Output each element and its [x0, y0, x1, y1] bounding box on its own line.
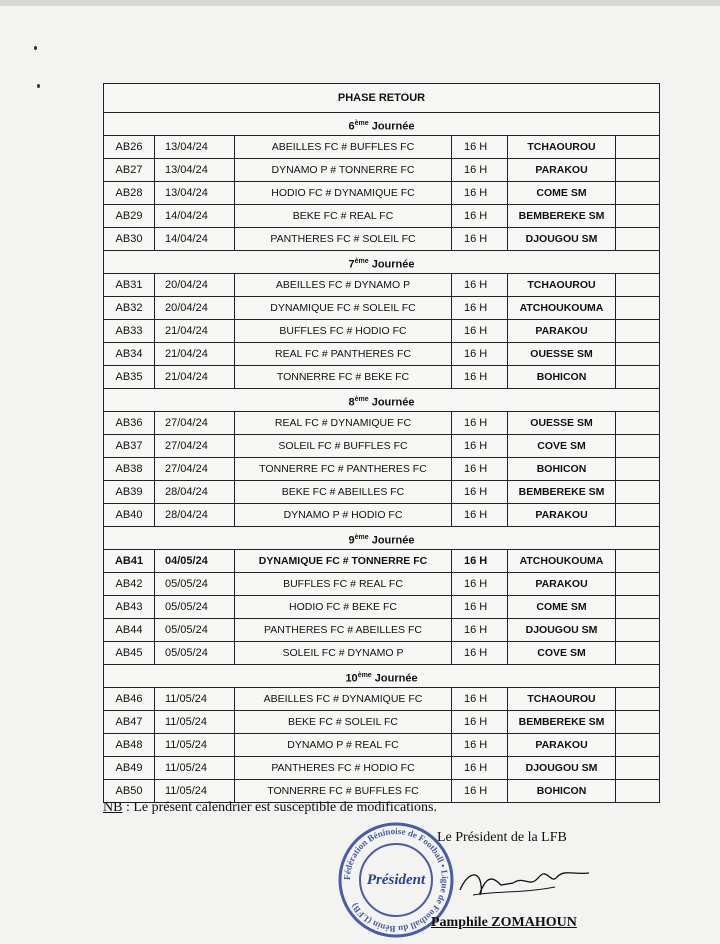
- match-hour: 16 H: [452, 573, 508, 595]
- match-teams: PANTHERES FC # ABEILLES FC: [235, 619, 452, 641]
- match-venue: OUESSE SM: [508, 343, 616, 365]
- blank-cell: [616, 320, 659, 342]
- journee-suffix: ème: [354, 534, 369, 541]
- match-venue: PARAKOU: [508, 159, 616, 181]
- match-venue: BEMBEREKE SM: [508, 481, 616, 503]
- match-date: 04/05/24: [155, 550, 235, 572]
- match-venue: TCHAOUROU: [508, 136, 616, 158]
- match-row: [104, 642, 659, 665]
- match-teams: PANTHERES FC # HODIO FC: [235, 757, 452, 779]
- match-row: [104, 205, 659, 228]
- match-code: AB43: [104, 596, 155, 618]
- match-hour: 16 H: [452, 205, 508, 227]
- match-teams: TONNERRE FC # PANTHERES FC: [235, 458, 452, 480]
- blank-cell: [616, 734, 659, 756]
- match-hour: 16 H: [452, 343, 508, 365]
- footnote: [103, 800, 437, 816]
- match-row: [104, 320, 659, 343]
- match-date: 05/05/24: [155, 573, 235, 595]
- blank-cell: [616, 711, 659, 733]
- match-date: 21/04/24: [155, 366, 235, 388]
- blank-cell: [616, 182, 659, 204]
- match-hour: 16 H: [452, 596, 508, 618]
- match-date: 14/04/24: [155, 205, 235, 227]
- match-venue: BEMBEREKE SM: [508, 205, 616, 227]
- blank-cell: [616, 757, 659, 779]
- match-venue: TCHAOUROU: [508, 274, 616, 296]
- match-date: 13/04/24: [155, 182, 235, 204]
- match-row: [104, 573, 659, 596]
- footnote-label: NB: [103, 800, 123, 815]
- blank-cell: [616, 481, 659, 503]
- blank-cell: [616, 228, 659, 250]
- match-code: AB44: [104, 619, 155, 641]
- journee-suffix: ème: [354, 258, 369, 265]
- match-date: 21/04/24: [155, 343, 235, 365]
- match-hour: 16 H: [452, 504, 508, 526]
- match-date: 11/05/24: [155, 711, 235, 733]
- blank-cell: [616, 297, 659, 319]
- match-venue: PARAKOU: [508, 734, 616, 756]
- blank-cell: [616, 619, 659, 641]
- match-date: 05/05/24: [155, 596, 235, 618]
- match-venue: BOHICON: [508, 780, 616, 802]
- journee-header: [104, 527, 659, 550]
- match-row: [104, 159, 659, 182]
- match-date: 28/04/24: [155, 481, 235, 503]
- match-teams: ABEILLES FC # DYNAMO P: [235, 274, 452, 296]
- match-row: [104, 343, 659, 366]
- match-code: AB34: [104, 343, 155, 365]
- journee-header: [104, 251, 659, 274]
- match-code: AB49: [104, 757, 155, 779]
- blank-cell: [616, 573, 659, 595]
- journee-number: 9: [348, 534, 355, 547]
- match-hour: 16 H: [452, 159, 508, 181]
- match-venue: BOHICON: [508, 458, 616, 480]
- journee-label: Journée: [374, 672, 418, 685]
- match-row: [104, 182, 659, 205]
- match-teams: SOLEIL FC # DYNAMO P: [235, 642, 452, 664]
- match-row: [104, 550, 659, 573]
- match-row: [104, 711, 659, 734]
- blank-cell: [616, 780, 659, 802]
- paper-speck: [34, 46, 37, 50]
- footnote-text: : Le présent calendrier est susceptible de modifications.: [122, 800, 437, 815]
- blank-cell: [616, 274, 659, 296]
- match-row: [104, 780, 659, 802]
- match-teams: SOLEIL FC # BUFFLES FC: [235, 435, 452, 457]
- match-date: 21/04/24: [155, 320, 235, 342]
- match-teams: DYNAMIQUE FC # TONNERRE FC: [235, 550, 452, 572]
- match-row: [104, 734, 659, 757]
- match-row: [104, 136, 659, 159]
- match-code: AB31: [104, 274, 155, 296]
- match-date: 11/05/24: [155, 688, 235, 710]
- blank-cell: [616, 642, 659, 664]
- match-venue: BOHICON: [508, 366, 616, 388]
- blank-cell: [616, 366, 659, 388]
- match-row: [104, 435, 659, 458]
- blank-cell: [616, 596, 659, 618]
- match-teams: DYNAMO P # REAL FC: [235, 734, 452, 756]
- blank-cell: [616, 412, 659, 434]
- match-row: [104, 412, 659, 435]
- match-date: 27/04/24: [155, 435, 235, 457]
- stamp-ring-text: Fédération Béninoise de Football • Ligue de Football du Bénin (LFB): [341, 825, 451, 935]
- match-teams: DYNAMO P # HODIO FC: [235, 504, 452, 526]
- match-date: 14/04/24: [155, 228, 235, 250]
- match-hour: 16 H: [452, 366, 508, 388]
- journee-label: Journée: [371, 258, 415, 271]
- match-code: AB45: [104, 642, 155, 664]
- match-teams: REAL FC # PANTHERES FC: [235, 343, 452, 365]
- journee-number: 8: [348, 396, 355, 409]
- journee-label: Journée: [371, 534, 415, 547]
- match-hour: 16 H: [452, 228, 508, 250]
- match-venue: DJOUGOU SM: [508, 619, 616, 641]
- match-code: AB48: [104, 734, 155, 756]
- match-date: 27/04/24: [155, 458, 235, 480]
- fixtures-table: [103, 83, 660, 803]
- journee-suffix: ème: [357, 672, 372, 679]
- blank-cell: [616, 688, 659, 710]
- match-teams: PANTHERES FC # SOLEIL FC: [235, 228, 452, 250]
- match-venue: OUESSE SM: [508, 412, 616, 434]
- match-code: AB30: [104, 228, 155, 250]
- match-hour: 16 H: [452, 297, 508, 319]
- match-row: [104, 366, 659, 389]
- match-code: AB46: [104, 688, 155, 710]
- blank-cell: [616, 136, 659, 158]
- match-venue: COVE SM: [508, 435, 616, 457]
- match-venue: COVE SM: [508, 642, 616, 664]
- match-date: 05/05/24: [155, 642, 235, 664]
- match-hour: 16 H: [452, 182, 508, 204]
- match-row: [104, 619, 659, 642]
- match-code: AB42: [104, 573, 155, 595]
- match-hour: 16 H: [452, 435, 508, 457]
- journee-header: [104, 665, 659, 688]
- match-code: AB39: [104, 481, 155, 503]
- match-venue: ATCHOUKOUMA: [508, 550, 616, 572]
- match-date: 20/04/24: [155, 297, 235, 319]
- match-venue: BEMBEREKE SM: [508, 711, 616, 733]
- match-row: [104, 297, 659, 320]
- match-venue: PARAKOU: [508, 504, 616, 526]
- signatory-title: Le Président de la LFB: [437, 830, 567, 845]
- match-venue: PARAKOU: [508, 573, 616, 595]
- match-row: [104, 458, 659, 481]
- match-teams: HODIO FC # BEKE FC: [235, 596, 452, 618]
- handwritten-signature: [455, 855, 595, 905]
- blank-cell: [616, 504, 659, 526]
- match-code: AB26: [104, 136, 155, 158]
- match-teams: BUFFLES FC # HODIO FC: [235, 320, 452, 342]
- journee-header: [104, 389, 659, 412]
- match-teams: TONNERRE FC # BUFFLES FC: [235, 780, 452, 802]
- match-hour: 16 H: [452, 274, 508, 296]
- match-hour: 16 H: [452, 642, 508, 664]
- match-hour: 16 H: [452, 688, 508, 710]
- journee-number: 10: [345, 672, 358, 685]
- match-code: AB32: [104, 297, 155, 319]
- match-hour: 16 H: [452, 412, 508, 434]
- match-date: 11/05/24: [155, 780, 235, 802]
- signatory-name: Pamphile ZOMAHOUN: [431, 915, 577, 930]
- journees-container: [104, 113, 659, 802]
- match-teams: ABEILLES FC # BUFFLES FC: [235, 136, 452, 158]
- stamp-center-text: Président: [366, 872, 426, 888]
- match-code: AB35: [104, 366, 155, 388]
- match-code: AB28: [104, 182, 155, 204]
- match-venue: ATCHOUKOUMA: [508, 297, 616, 319]
- match-teams: BEKE FC # REAL FC: [235, 205, 452, 227]
- journee-label: Journée: [371, 396, 415, 409]
- match-hour: 16 H: [452, 619, 508, 641]
- match-teams: BEKE FC # ABEILLES FC: [235, 481, 452, 503]
- journee-number: 7: [348, 258, 355, 271]
- match-venue: COME SM: [508, 182, 616, 204]
- blank-cell: [616, 435, 659, 457]
- match-code: AB38: [104, 458, 155, 480]
- match-date: 28/04/24: [155, 504, 235, 526]
- blank-cell: [616, 343, 659, 365]
- blank-cell: [616, 205, 659, 227]
- match-venue: TCHAOUROU: [508, 688, 616, 710]
- blank-cell: [616, 159, 659, 181]
- phase-title: PHASE RETOUR: [104, 84, 659, 113]
- blank-cell: [616, 550, 659, 572]
- match-hour: 16 H: [452, 458, 508, 480]
- match-hour: 16 H: [452, 550, 508, 572]
- match-row: [104, 228, 659, 251]
- match-date: 13/04/24: [155, 136, 235, 158]
- match-code: AB47: [104, 711, 155, 733]
- match-code: AB33: [104, 320, 155, 342]
- match-row: [104, 688, 659, 711]
- match-row: [104, 596, 659, 619]
- journee-label: Journée: [371, 120, 415, 133]
- match-teams: DYNAMO P # TONNERRE FC: [235, 159, 452, 181]
- match-hour: 16 H: [452, 136, 508, 158]
- top-edge-band: [0, 0, 720, 6]
- match-hour: 16 H: [452, 780, 508, 802]
- match-code: AB36: [104, 412, 155, 434]
- match-venue: DJOUGOU SM: [508, 757, 616, 779]
- match-hour: 16 H: [452, 481, 508, 503]
- blank-cell: [616, 458, 659, 480]
- match-code: AB27: [104, 159, 155, 181]
- match-code: AB29: [104, 205, 155, 227]
- match-hour: 16 H: [452, 320, 508, 342]
- match-date: 11/05/24: [155, 734, 235, 756]
- match-date: 11/05/24: [155, 757, 235, 779]
- match-teams: ABEILLES FC # DYNAMIQUE FC: [235, 688, 452, 710]
- match-code: AB40: [104, 504, 155, 526]
- match-teams: BEKE FC # SOLEIL FC: [235, 711, 452, 733]
- match-hour: 16 H: [452, 734, 508, 756]
- match-row: [104, 757, 659, 780]
- match-row: [104, 481, 659, 504]
- journee-suffix: ème: [354, 120, 369, 127]
- paper-speck: [37, 84, 40, 88]
- journee-suffix: ème: [354, 396, 369, 403]
- match-code: AB37: [104, 435, 155, 457]
- journee-number: 6: [348, 120, 355, 133]
- match-hour: 16 H: [452, 711, 508, 733]
- match-code: AB41: [104, 550, 155, 572]
- match-date: 13/04/24: [155, 159, 235, 181]
- match-row: [104, 274, 659, 297]
- match-teams: BUFFLES FC # REAL FC: [235, 573, 452, 595]
- match-venue: DJOUGOU SM: [508, 228, 616, 250]
- match-date: 20/04/24: [155, 274, 235, 296]
- match-teams: HODIO FC # DYNAMIQUE FC: [235, 182, 452, 204]
- match-date: 27/04/24: [155, 412, 235, 434]
- journee-header: [104, 113, 659, 136]
- match-teams: DYNAMIQUE FC # SOLEIL FC: [235, 297, 452, 319]
- match-row: [104, 504, 659, 527]
- match-teams: REAL FC # DYNAMIQUE FC: [235, 412, 452, 434]
- match-venue: PARAKOU: [508, 320, 616, 342]
- match-code: AB50: [104, 780, 155, 802]
- match-teams: TONNERRE FC # BEKE FC: [235, 366, 452, 388]
- match-date: 05/05/24: [155, 619, 235, 641]
- match-hour: 16 H: [452, 757, 508, 779]
- match-venue: COME SM: [508, 596, 616, 618]
